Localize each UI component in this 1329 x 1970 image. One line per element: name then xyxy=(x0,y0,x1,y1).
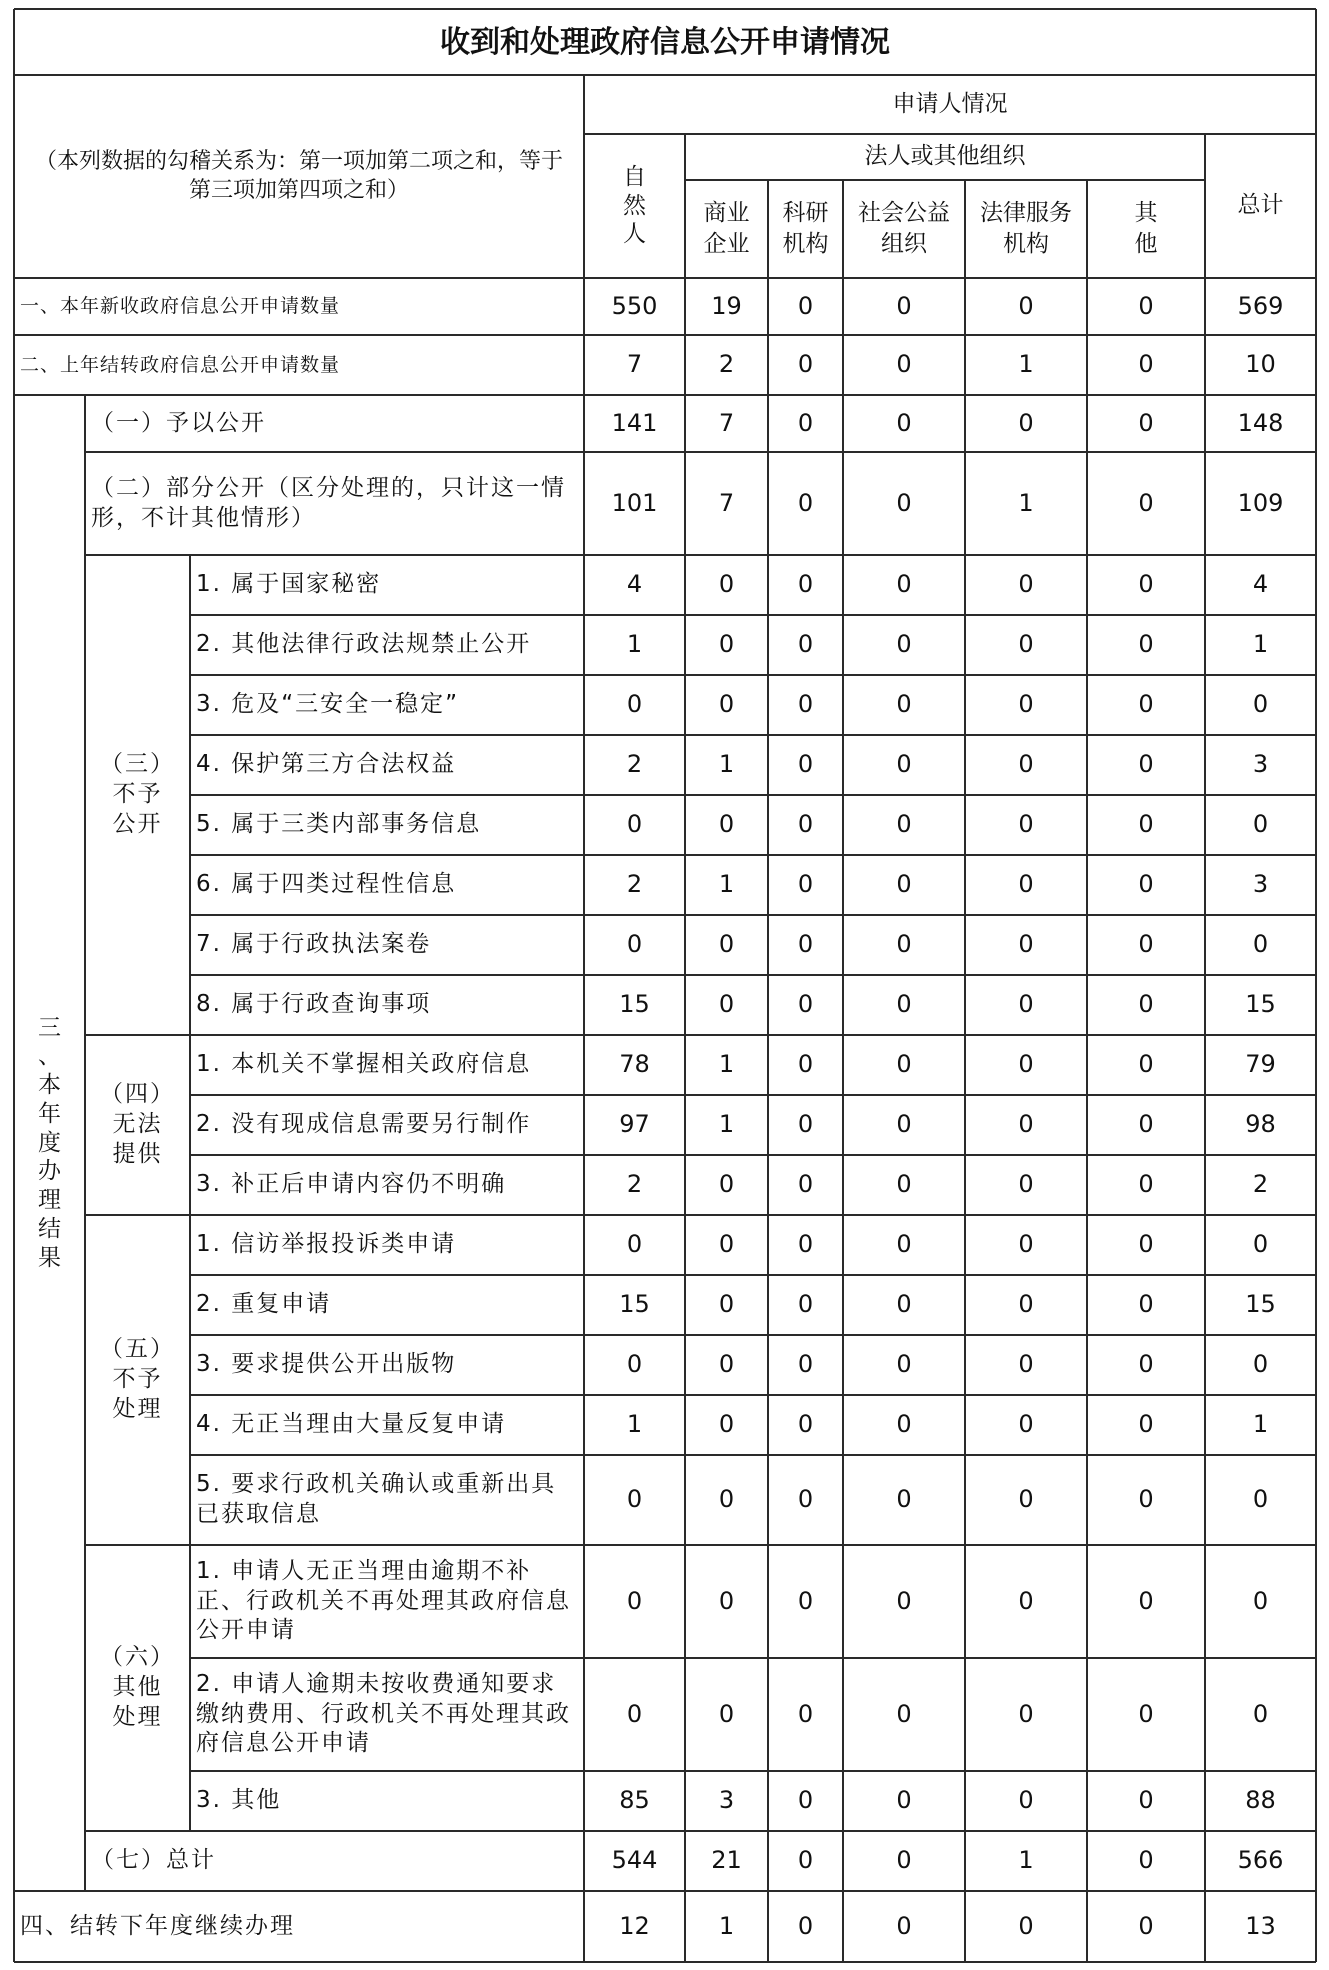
row-value: 0 xyxy=(718,1170,735,1199)
row-value: 0 xyxy=(1018,1699,1034,1728)
row-value: 0 xyxy=(1018,1350,1034,1379)
row-value: 0 xyxy=(797,488,814,517)
row-value: 0 xyxy=(1138,488,1154,517)
row-value: 97 xyxy=(619,1110,650,1139)
row-value: 0 xyxy=(797,1786,814,1815)
header-col-5: 其 他 xyxy=(1134,199,1158,257)
header-col-1: 商业 企业 xyxy=(703,199,750,257)
row-value: 1 xyxy=(718,1050,735,1079)
row-value: 0 xyxy=(797,1350,814,1379)
row-value: 1 xyxy=(718,1911,735,1940)
row-label: 2. 申请人逾期未按收费通知要求缴纳费用、行政机关不再处理其政府信息公开申请 xyxy=(196,1670,571,1757)
row-value: 0 xyxy=(896,1410,912,1439)
row-value: 0 xyxy=(1018,570,1034,599)
row-value: 2 xyxy=(626,1170,643,1199)
row-value: 15 xyxy=(619,1290,650,1319)
row-value: 0 xyxy=(896,1290,912,1319)
row-value: 3 xyxy=(1252,750,1269,779)
group-not-disclosed: （三） 不予 公开 xyxy=(100,751,175,837)
row-value: 0 xyxy=(797,690,814,719)
row-value: 101 xyxy=(611,488,658,517)
row-value: 0 xyxy=(1138,930,1154,959)
row-value: 0 xyxy=(1138,1699,1154,1728)
row-value: 1 xyxy=(626,1410,643,1439)
row-value: 550 xyxy=(611,291,658,320)
row-value: 1 xyxy=(1018,350,1034,379)
row-label: 7. 属于行政执法案卷 xyxy=(196,931,432,958)
row-value: 0 xyxy=(626,1699,643,1728)
row-value: 0 xyxy=(797,1846,814,1875)
row-value: 0 xyxy=(1138,1230,1154,1259)
row-value: 0 xyxy=(896,630,912,659)
row-value: 2 xyxy=(718,350,735,379)
row-value: 79 xyxy=(1245,1050,1276,1079)
row-value: 0 xyxy=(1138,1050,1154,1079)
row-value: 2 xyxy=(626,870,643,899)
row-value: 0 xyxy=(797,630,814,659)
group-not-processed: （五） 不予 处理 xyxy=(100,1336,175,1422)
row-label: 5. 要求行政机关确认或重新出具已获取信息 xyxy=(196,1471,557,1527)
row-value: 0 xyxy=(626,810,643,839)
row-value: 0 xyxy=(1138,990,1154,1019)
row-value: 566 xyxy=(1237,1846,1284,1875)
row-value: 4 xyxy=(626,570,643,599)
header-note: （本列数据的勾稽关系为：第一项加第二项之和，等于第三项加第四项之和） xyxy=(34,148,563,203)
row-value: 12 xyxy=(619,1911,650,1940)
row-value: 0 xyxy=(1018,1170,1034,1199)
row-value: 0 xyxy=(896,810,912,839)
row-value: 0 xyxy=(1138,408,1154,437)
row-value: 4 xyxy=(1252,570,1269,599)
row-value: 0 xyxy=(626,1350,643,1379)
row-value: 109 xyxy=(1237,488,1284,517)
row-label: 3. 其他 xyxy=(196,1787,282,1814)
row-label: 1. 申请人无正当理由逾期不补正、行政机关不再处理其政府信息公开申请 xyxy=(196,1557,571,1644)
row-value: 0 xyxy=(1138,1911,1154,1940)
row-value: 1 xyxy=(626,630,643,659)
row-value: 0 xyxy=(896,1911,912,1940)
row-value: 0 xyxy=(718,1230,735,1259)
row-value: 0 xyxy=(797,750,814,779)
row-value: 148 xyxy=(1237,408,1284,437)
row-value: 0 xyxy=(896,570,912,599)
row-value: 1 xyxy=(1018,488,1034,517)
row-value: 0 xyxy=(1018,1485,1034,1514)
table-title: 收到和处理政府信息公开申请情况 xyxy=(440,24,890,60)
row-value: 0 xyxy=(1018,1110,1034,1139)
row-label: 4. 保护第三方合法权益 xyxy=(196,751,457,778)
row-value: 0 xyxy=(896,990,912,1019)
row-label: （七）总计 xyxy=(91,1847,216,1874)
row-value: 0 xyxy=(1138,1586,1154,1615)
row-value: 0 xyxy=(1018,750,1034,779)
row-value: 0 xyxy=(626,690,643,719)
row-value: 0 xyxy=(718,990,735,1019)
row-label: 1. 本机关不掌握相关政府信息 xyxy=(196,1051,532,1078)
row-value: 19 xyxy=(711,291,742,320)
row-value: 2 xyxy=(626,750,643,779)
row-value: 0 xyxy=(626,1586,643,1615)
row-value: 0 xyxy=(1018,690,1034,719)
row-label: 1. 信访举报投诉类申请 xyxy=(196,1231,457,1258)
row-value: 13 xyxy=(1245,1911,1276,1940)
row-value: 0 xyxy=(1018,1230,1034,1259)
row-value: 0 xyxy=(718,570,735,599)
row-label: 1. 属于国家秘密 xyxy=(196,571,382,598)
row-value: 0 xyxy=(1138,570,1154,599)
row-value: 0 xyxy=(718,690,735,719)
row-value: 1 xyxy=(718,1110,735,1139)
row-value: 0 xyxy=(896,1786,912,1815)
row-value: 0 xyxy=(896,408,912,437)
row-label: 4. 无正当理由大量反复申请 xyxy=(196,1411,507,1438)
row-value: 0 xyxy=(896,1846,912,1875)
row-value: 0 xyxy=(1138,750,1154,779)
row-value: 1 xyxy=(1018,1846,1034,1875)
row-value: 0 xyxy=(797,570,814,599)
row-value: 15 xyxy=(1245,990,1276,1019)
row-value: 0 xyxy=(797,1699,814,1728)
row-value: 0 xyxy=(896,1699,912,1728)
row-value: 0 xyxy=(718,1410,735,1439)
row-value: 0 xyxy=(797,870,814,899)
row-label: 2. 其他法律行政法规禁止公开 xyxy=(196,631,532,658)
row-value: 0 xyxy=(1018,1290,1034,1319)
header-legal-org: 法人或其他组织 xyxy=(864,143,1026,170)
row-value: 0 xyxy=(896,1586,912,1615)
row-value: 7 xyxy=(718,488,735,517)
row-value: 0 xyxy=(797,1290,814,1319)
row-value: 0 xyxy=(1018,1410,1034,1439)
row-value: 1 xyxy=(718,750,735,779)
row-value: 1 xyxy=(1252,1410,1269,1439)
row-value: 0 xyxy=(1138,1170,1154,1199)
row-value: 0 xyxy=(718,1699,735,1728)
row-value: 0 xyxy=(797,1485,814,1514)
row-value: 3 xyxy=(1252,870,1269,899)
row-value: 0 xyxy=(1138,1410,1154,1439)
row-label: 二、上年结转政府信息公开申请数量 xyxy=(20,353,341,376)
row-value: 0 xyxy=(1018,1911,1034,1940)
row-value: 0 xyxy=(626,1230,643,1259)
row-value: 0 xyxy=(896,1110,912,1139)
row-value: 0 xyxy=(797,1170,814,1199)
row-value: 85 xyxy=(619,1786,650,1815)
row-value: 0 xyxy=(797,408,814,437)
row-value: 0 xyxy=(1138,1846,1154,1875)
row-value: 0 xyxy=(797,1050,814,1079)
row-value: 0 xyxy=(718,1290,735,1319)
row-label: 一、本年新收政府信息公开申请数量 xyxy=(20,295,341,318)
group-section-3: 三 、 本 年 度 办 理 结 果 xyxy=(38,1014,61,1271)
row-value: 7 xyxy=(626,350,643,379)
row-value: 0 xyxy=(1252,1586,1269,1615)
row-value: 0 xyxy=(1018,408,1034,437)
row-value: 0 xyxy=(896,488,912,517)
row-value: 0 xyxy=(1252,930,1269,959)
row-value: 3 xyxy=(718,1786,735,1815)
row-value: 0 xyxy=(797,930,814,959)
row-label: 5. 属于三类内部事务信息 xyxy=(196,811,482,838)
row-value: 0 xyxy=(896,291,912,320)
row-value: 0 xyxy=(1018,291,1034,320)
row-value: 2 xyxy=(1252,1170,1269,1199)
row-value: 0 xyxy=(1018,870,1034,899)
row-value: 0 xyxy=(797,1230,814,1259)
row-value: 0 xyxy=(797,291,814,320)
row-label: （二）部分公开（区分处理的，只计这一情形，不计其他情形） xyxy=(91,474,566,531)
row-label: 3. 要求提供公开出版物 xyxy=(196,1351,457,1378)
row-label: 3. 危及“三安全一稳定” xyxy=(196,691,460,718)
row-value: 78 xyxy=(619,1050,650,1079)
row-value: 0 xyxy=(1018,990,1034,1019)
group-other-processing: （六） 其他 处理 xyxy=(100,1644,175,1730)
row-value: 0 xyxy=(896,350,912,379)
row-value: 0 xyxy=(1138,1350,1154,1379)
row-label: 6. 属于四类过程性信息 xyxy=(196,871,457,898)
row-value: 0 xyxy=(896,1050,912,1079)
row-value: 0 xyxy=(896,1350,912,1379)
row-value: 88 xyxy=(1245,1786,1276,1815)
row-value: 0 xyxy=(718,1485,735,1514)
row-value: 0 xyxy=(1252,1485,1269,1514)
header-total: 总计 xyxy=(1237,192,1284,219)
row-value: 0 xyxy=(1138,810,1154,839)
row-value: 141 xyxy=(611,408,658,437)
row-value: 0 xyxy=(718,630,735,659)
row-value: 0 xyxy=(896,1230,912,1259)
row-value: 1 xyxy=(1252,630,1269,659)
row-label: 四、结转下年度继续办理 xyxy=(20,1912,295,1939)
row-value: 0 xyxy=(896,750,912,779)
row-value: 0 xyxy=(1252,1230,1269,1259)
row-value: 0 xyxy=(896,690,912,719)
row-value: 0 xyxy=(718,1350,735,1379)
row-label: 2. 没有现成信息需要另行制作 xyxy=(196,1111,532,1138)
row-value: 1 xyxy=(718,870,735,899)
row-value: 0 xyxy=(1018,630,1034,659)
row-value: 7 xyxy=(718,408,735,437)
row-value: 0 xyxy=(896,930,912,959)
row-label: 8. 属于行政查询事项 xyxy=(196,991,432,1018)
row-value: 569 xyxy=(1237,291,1284,320)
row-value: 0 xyxy=(1138,630,1154,659)
row-value: 0 xyxy=(1138,1110,1154,1139)
row-value: 0 xyxy=(626,930,643,959)
row-value: 0 xyxy=(1138,690,1154,719)
header-col-2: 科研 机构 xyxy=(782,199,829,257)
row-value: 0 xyxy=(1138,1290,1154,1319)
row-label: 2. 重复申请 xyxy=(196,1291,332,1318)
row-value: 10 xyxy=(1245,350,1276,379)
row-label: 3. 补正后申请内容仍不明确 xyxy=(196,1171,507,1198)
row-value: 0 xyxy=(797,1110,814,1139)
row-value: 544 xyxy=(611,1846,658,1875)
row-value: 0 xyxy=(1138,1786,1154,1815)
row-value: 0 xyxy=(1252,1699,1269,1728)
row-value: 0 xyxy=(1138,350,1154,379)
header-col-3: 社会公益 组织 xyxy=(858,199,950,257)
group-cannot-provide: （四） 无法 提供 xyxy=(100,1081,175,1167)
row-value: 0 xyxy=(797,350,814,379)
row-value: 0 xyxy=(718,930,735,959)
header-col-4: 法律服务 机构 xyxy=(980,199,1072,257)
header-natural-person: 自 然 人 xyxy=(623,163,646,248)
row-label: （一）予以公开 xyxy=(91,409,266,436)
row-value: 0 xyxy=(626,1485,643,1514)
row-value: 0 xyxy=(1018,1586,1034,1615)
row-value: 0 xyxy=(718,1586,735,1615)
row-value: 0 xyxy=(718,810,735,839)
row-value: 98 xyxy=(1245,1110,1276,1139)
row-value: 0 xyxy=(1018,1050,1034,1079)
row-value: 0 xyxy=(1018,1786,1034,1815)
row-value: 0 xyxy=(896,870,912,899)
row-value: 21 xyxy=(711,1846,742,1875)
row-value: 0 xyxy=(797,1410,814,1439)
row-value: 0 xyxy=(1138,1485,1154,1514)
row-value: 0 xyxy=(1252,810,1269,839)
row-value: 0 xyxy=(797,1586,814,1615)
row-value: 15 xyxy=(619,990,650,1019)
row-value: 15 xyxy=(1245,1290,1276,1319)
row-value: 0 xyxy=(1138,291,1154,320)
row-value: 0 xyxy=(896,1485,912,1514)
row-value: 0 xyxy=(797,810,814,839)
row-value: 0 xyxy=(1138,870,1154,899)
header-applicant: 申请人情况 xyxy=(892,90,1008,117)
row-value: 0 xyxy=(1018,930,1034,959)
row-value: 0 xyxy=(797,1911,814,1940)
row-value: 0 xyxy=(797,990,814,1019)
row-value: 0 xyxy=(1018,810,1034,839)
row-value: 0 xyxy=(896,1170,912,1199)
row-value: 0 xyxy=(1252,1350,1269,1379)
row-value: 0 xyxy=(1252,690,1269,719)
